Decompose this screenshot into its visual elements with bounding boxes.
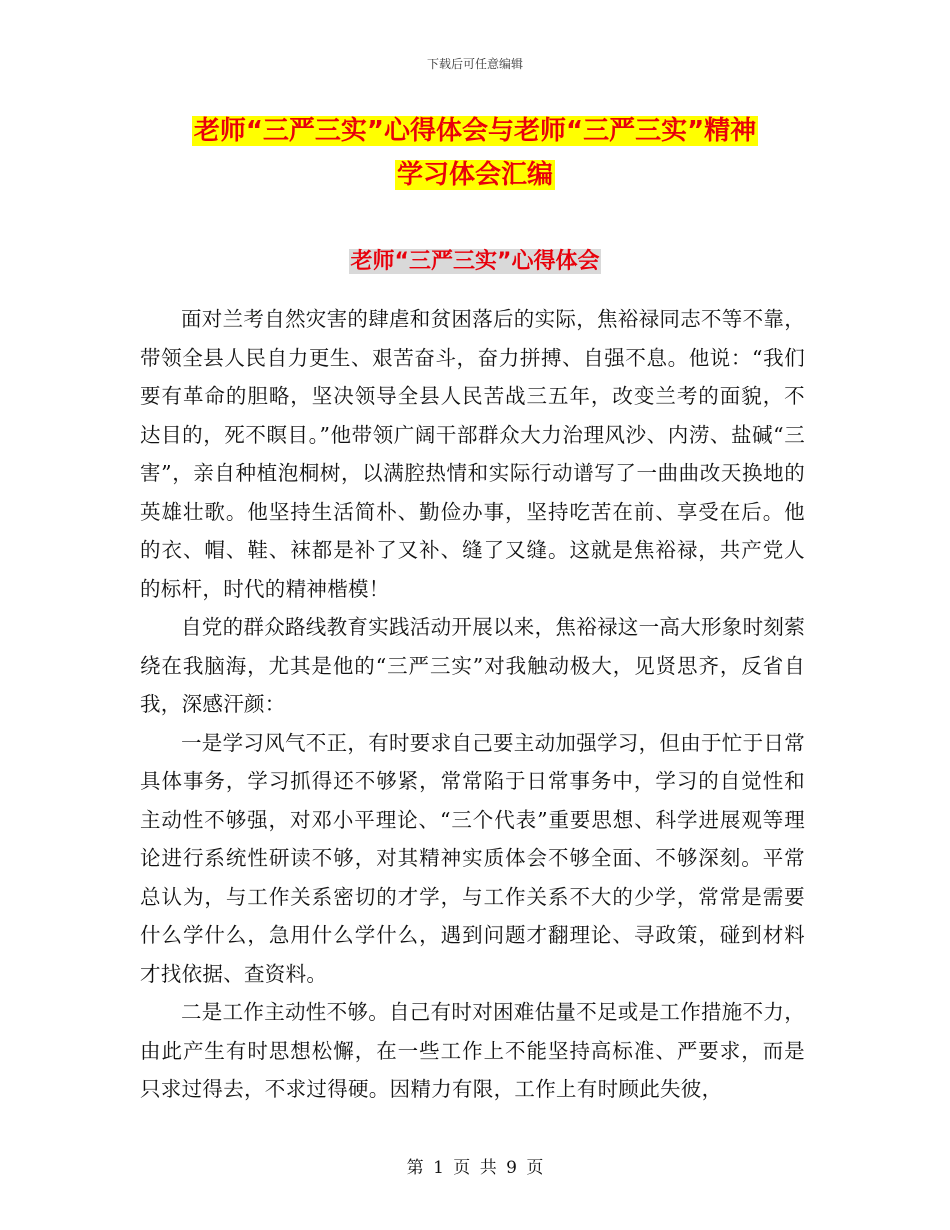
document-title-line-1 [0,114,950,148]
paragraph: 自党的群众路线教育实践活动开展以来，焦裕禄这一高大形象时刻萦绕在我脑海，尤其是他的“三严三实”对我触动极大，见贤思齐，反省自我，深感汗颜： [140,615,805,716]
page-number-footer: 第 1 页 共 9 页 [406,1158,544,1178]
download-note: 下载后可任意编辑 [426,57,523,71]
title-text-2: 学习体会汇编 [396,160,553,190]
paragraph: 二是工作主动性不够。自己有时对困难估量不足或是工作措施不力，由此产生有时思想松懈，在一些工作上不能坚持高标准、严要求，而是只求过得去，不求过得硬。因精力有限，工作上有时顾此失彼， [140,1000,805,1101]
title-text-1: 老师“三严三实”心得体会与老师“三严三实”精神 [193,116,757,146]
document-title-line-2 [0,158,950,192]
section-heading-text: 老师“三严三实”心得体会 [350,249,600,274]
paragraph: 一是学习风气不正，有时要求自己要主动加强学习，但由于忙于日常具体事务，学习抓得还不够紧，常常陷于日常事务中，学习的自觉性和主动性不够强，对邓小平理论、“三个代表”重要思想、科学进展观等理论进行系统性研读不够，对其精神实质体会不够全面、不够深刻。平常总认为，与工作关系密切的才学，与工作关系不大的少学，常常是需要什么学什么，急用什么学什么，遇到问题才翻理论、寻政策，碰到材料才找依据、查资料。 [140,730,805,986]
paragraph: 面对兰考自然灾害的肆虐和贫困落后的实际，焦裕禄同志不等不靠，带领全县人民自力更生、艰苦奋斗，奋力拼搏、自强不息。他说：“我们要有革命的胆略，坚决领导全县人民苦战三五年，改变兰考的面貌，不达目的，死不瞑目。”他带领广阔干部群众大力治理风沙、内涝、盐碱“三害”，亲自种植泡桐树，以满腔热情和实际行动谱写了一曲曲改天换地的英雄壮歌。他坚持生活简朴、勤俭办事，坚持吃苦在前、享受在后。他的衣、帽、鞋、袜都是补了又补、缝了又缝。这就是焦裕禄，共产党人的标杆，时代的精神楷模！ [140,307,805,601]
document-body [140,300,805,1109]
section-heading [0,246,950,278]
